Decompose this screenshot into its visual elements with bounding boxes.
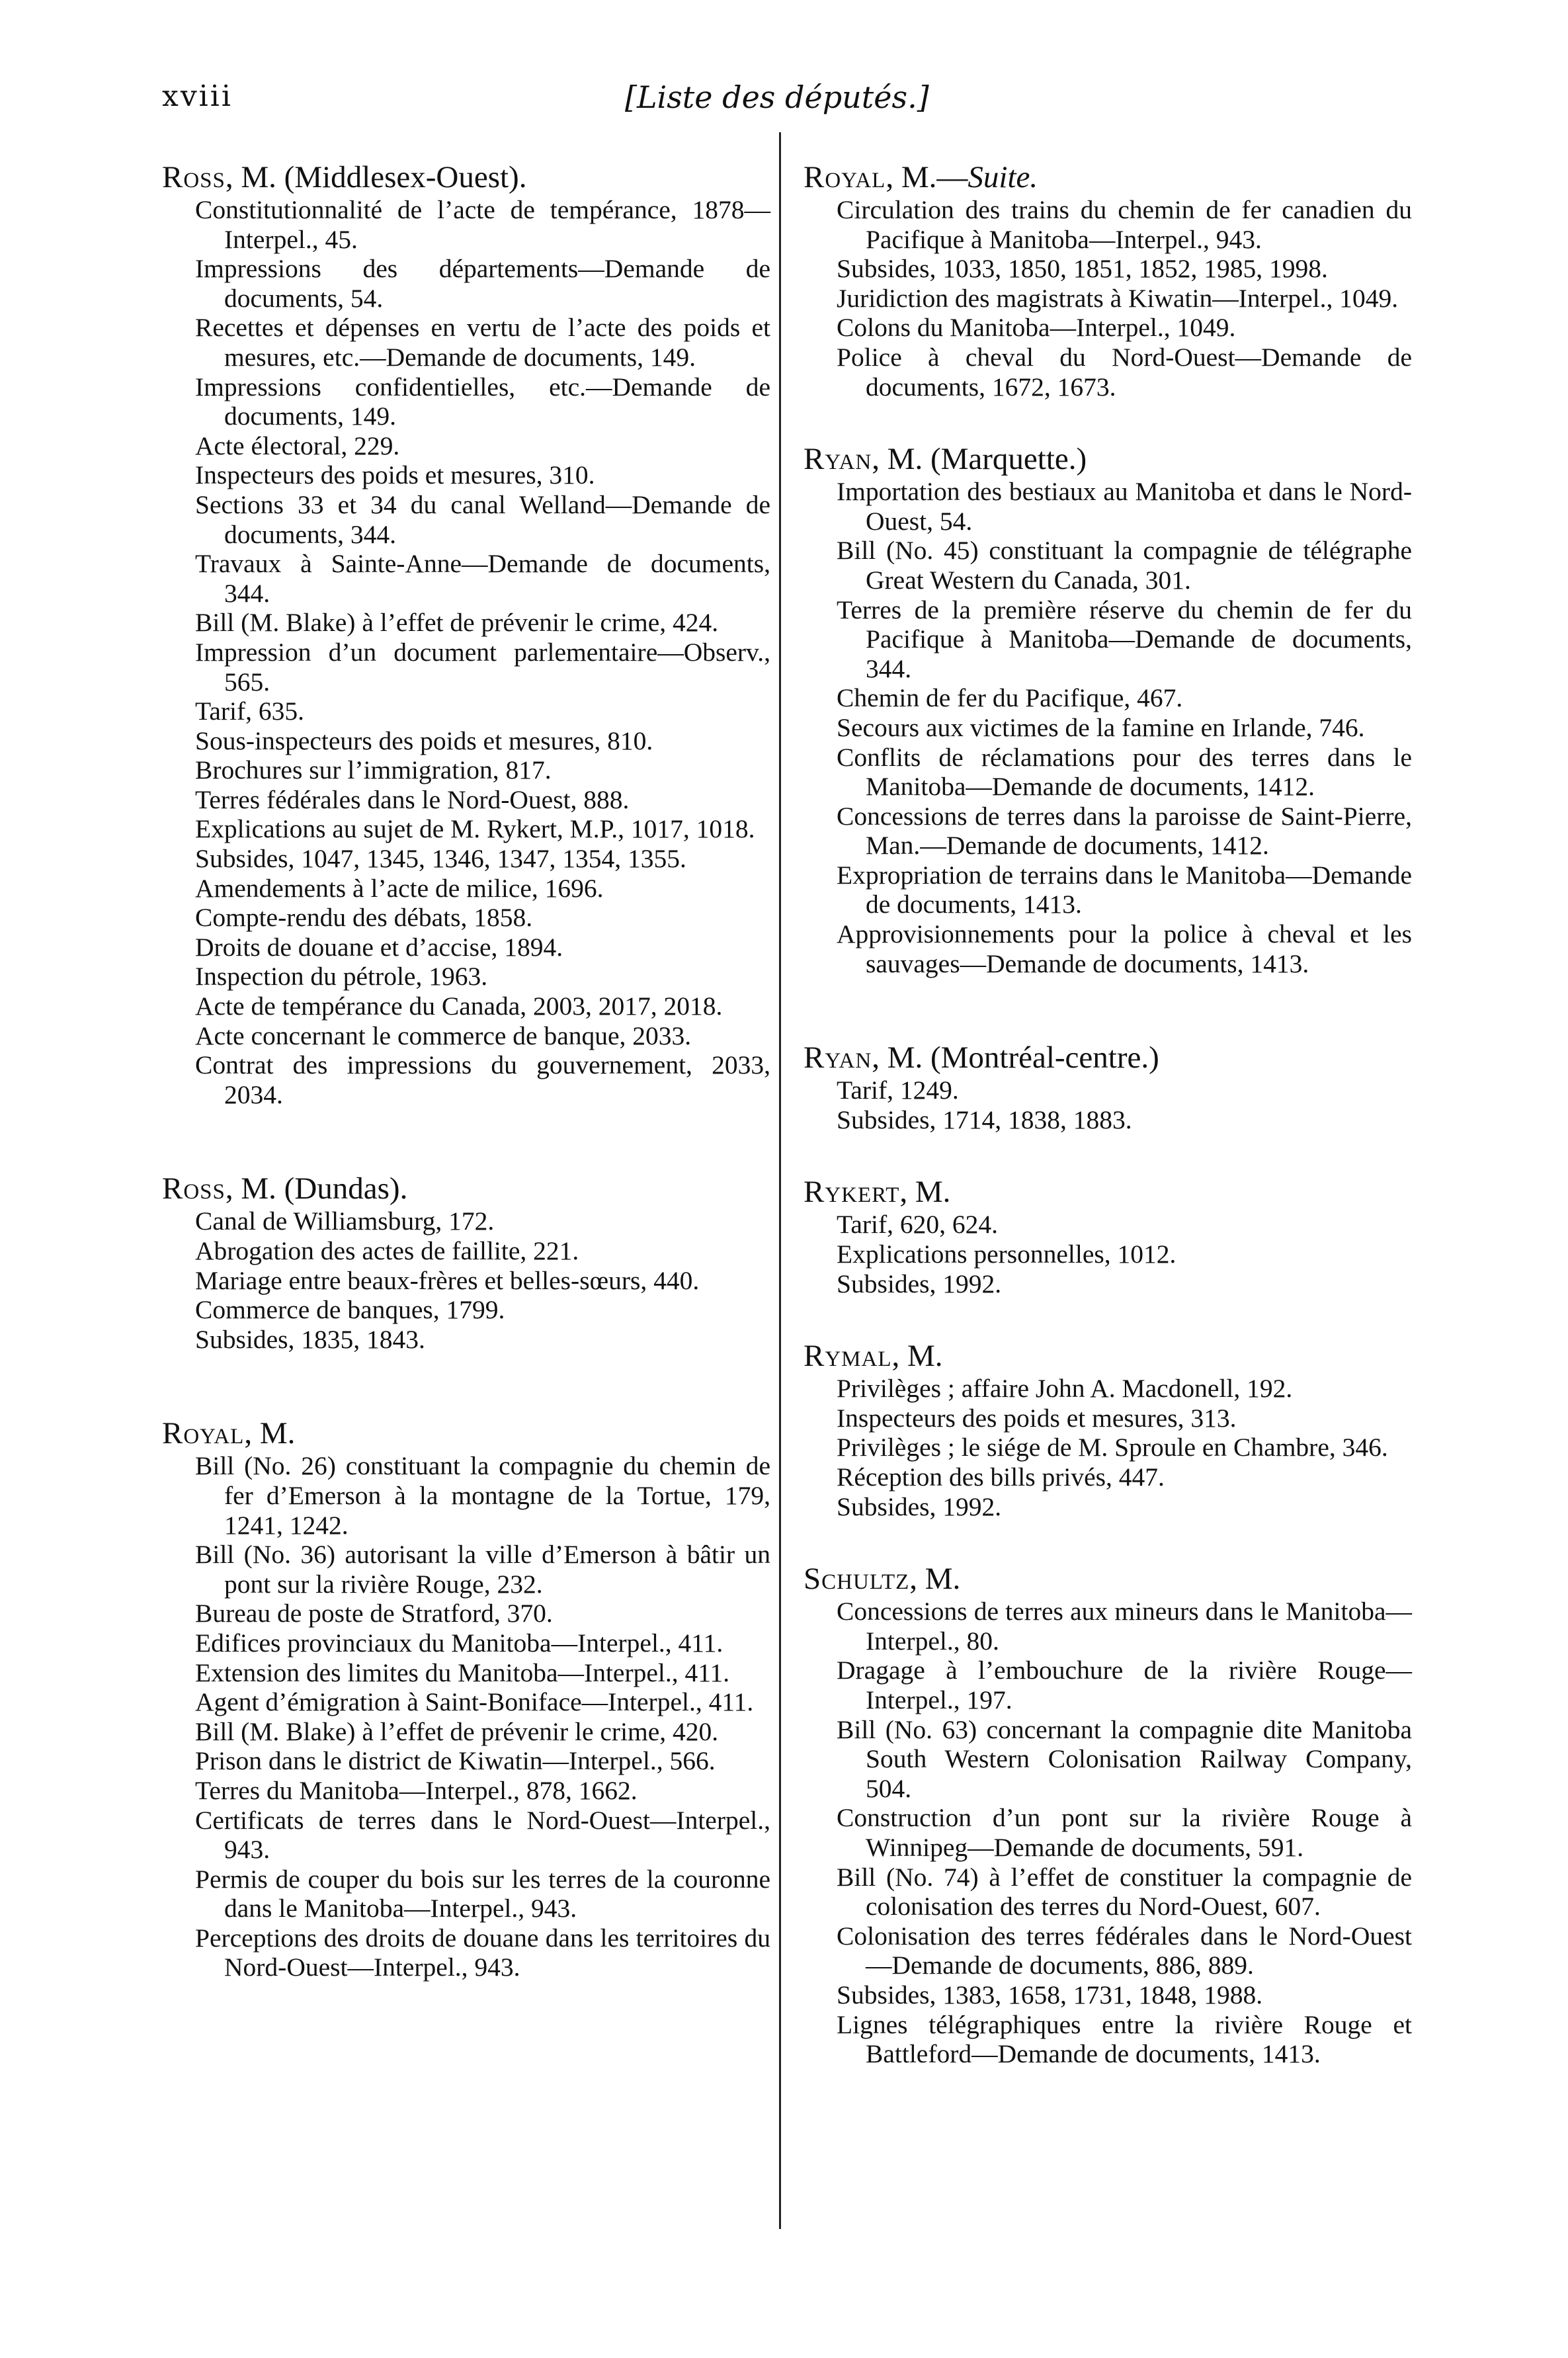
member-riding: , M.— bbox=[886, 160, 968, 194]
member-name: Rykert bbox=[804, 1175, 900, 1210]
reference-item: Privilèges ; le siége de M. Sproule en Chambre, 346. bbox=[837, 1433, 1388, 1462]
reference-item: Sections 33 et 34 du canal Welland—Demande de documents, 344. bbox=[195, 489, 770, 549]
reference-item: Inspecteurs des poids et mesures, 313. bbox=[837, 1403, 1237, 1433]
reference-item: Bill (M. Blake) à l’effet de prévenir le crime, 420. bbox=[195, 1716, 719, 1746]
reference-list bbox=[804, 1075, 1412, 1134]
reference-item: Acte électoral, 229. bbox=[195, 431, 400, 460]
member-entry bbox=[162, 161, 770, 1109]
reference-list bbox=[162, 1206, 770, 1354]
member-riding: , M. bbox=[899, 1175, 951, 1210]
member-heading bbox=[162, 1172, 770, 1205]
reference-item: Recettes et dépenses en vertu de l’acte des poids et mesures, etc.—Demande de documents, 149. bbox=[195, 313, 770, 372]
member-name: Rymal bbox=[804, 1339, 892, 1374]
reference-list bbox=[162, 1451, 770, 1982]
reference-item: Sous-inspecteurs des poids et mesures, 810. bbox=[195, 726, 653, 755]
reference-item: Subsides, 1714, 1838, 1883. bbox=[837, 1105, 1132, 1134]
reference-item: Amendements à l’acte de milice, 1696. bbox=[195, 873, 604, 903]
reference-item: Privilèges ; affaire John A. Macdonell, 192. bbox=[837, 1374, 1293, 1404]
column-divider bbox=[779, 132, 781, 2229]
reference-item: Terres du Manitoba—Interpel., 878, 1662. bbox=[195, 1775, 638, 1805]
reference-item: Circulation des trains du chemin de fer canadien du Pacifique à Manitoba—Interpel., 943. bbox=[837, 195, 1412, 254]
member-riding: , M. bbox=[891, 1339, 943, 1374]
reference-item: Abrogation des actes de faillite, 221. bbox=[195, 1236, 579, 1265]
reference-item: Importation des bestiaux au Manitoba et dans le Nord-Ouest, 54. bbox=[837, 477, 1412, 536]
reference-item: Inspection du pétrole, 1963. bbox=[195, 962, 488, 991]
reference-item: Brochures sur l’immigration, 817. bbox=[195, 755, 552, 785]
reference-item: Construction d’un pont sur la rivière Rouge à Winnipeg—Demande de documents, 591. bbox=[837, 1803, 1412, 1862]
continuation-label: Suite. bbox=[968, 160, 1038, 194]
reference-item: Perceptions des droits de douane dans les territoires du Nord-Ouest—Interpel., 943. bbox=[195, 1923, 770, 1982]
right-column bbox=[804, 161, 1412, 2132]
reference-list bbox=[804, 1597, 1412, 2069]
reference-item: Tarif, 1249. bbox=[837, 1075, 959, 1105]
reference-item: Permis de couper du bois sur les terres de la couronne dans le Manitoba—Interpel., 943. bbox=[195, 1864, 770, 1923]
member-heading bbox=[804, 1041, 1412, 1074]
reference-item: Agent d’émigration à Saint-Boniface—Interpel., 411. bbox=[195, 1687, 754, 1717]
member-riding: , M. bbox=[909, 1562, 961, 1597]
member-name: Ross bbox=[162, 160, 226, 194]
member-riding: , M. (Middlesex-Ouest). bbox=[225, 160, 527, 194]
reference-list bbox=[804, 477, 1412, 978]
member-riding: , M. (Montréal-centre.) bbox=[872, 1040, 1159, 1075]
reference-item: Subsides, 1047, 1345, 1346, 1347, 1354, 1355. bbox=[195, 844, 686, 874]
reference-item: Droits de douane et d’accise, 1894. bbox=[195, 932, 563, 962]
member-entry bbox=[804, 1175, 1412, 1298]
reference-item: Bill (No. 45) constituant la compagnie de télégraphe Great Western du Canada, 301. bbox=[837, 536, 1412, 595]
reference-item: Terres de la première réserve du chemin de fer du Pacifique à Manitoba—Demande de documents, 344. bbox=[837, 595, 1412, 683]
reference-item: Réception des bills privés, 447. bbox=[837, 1462, 1165, 1492]
member-heading bbox=[804, 442, 1412, 476]
left-column bbox=[162, 161, 770, 2045]
member-entry bbox=[162, 1417, 770, 1982]
member-name: Ryan bbox=[804, 1040, 872, 1075]
reference-item: Impressions des départements—Demande de documents, 54. bbox=[195, 254, 770, 313]
member-entry bbox=[804, 1041, 1412, 1134]
reference-item: Constitutionnalité de l’acte de tempérance, 1878—Interpel., 45. bbox=[195, 195, 770, 254]
reference-item: Colons du Manitoba—Interpel., 1049. bbox=[837, 313, 1236, 343]
reference-item: Tarif, 620, 624. bbox=[837, 1210, 999, 1240]
reference-item: Commerce de banques, 1799. bbox=[195, 1295, 505, 1325]
reference-item: Approvisionnements pour la police à cheval et les sauvages—Demande de documents, 1413. bbox=[837, 919, 1412, 978]
reference-item: Subsides, 1835, 1843. bbox=[195, 1324, 425, 1354]
reference-item: Concessions de terres dans la paroisse de Saint-Pierre, Man.—Demande de documents, 1412. bbox=[837, 801, 1412, 861]
page-number: xviii bbox=[162, 79, 233, 113]
reference-item: Bill (No. 74) à l’effet de constituer la compagnie de colonisation des terres du Nord-Ouest, 607. bbox=[837, 1862, 1412, 1921]
member-heading bbox=[162, 1417, 770, 1450]
reference-list bbox=[804, 195, 1412, 401]
member-name: Royal bbox=[162, 1416, 245, 1451]
reference-item: Terres fédérales dans le Nord-Ouest, 888. bbox=[195, 784, 630, 814]
reference-item: Contrat des impressions du gouvernement, 2033, 2034. bbox=[195, 1050, 770, 1109]
reference-item: Extension des limites du Manitoba—Interpel., 411. bbox=[195, 1658, 730, 1687]
reference-item: Bureau de poste de Stratford, 370. bbox=[195, 1599, 553, 1628]
reference-list bbox=[804, 1210, 1412, 1298]
member-heading bbox=[804, 161, 1412, 194]
member-name: Ryan bbox=[804, 442, 872, 477]
reference-item: Concessions de terres aux mineurs dans le Manitoba—Interpel., 80. bbox=[837, 1597, 1412, 1656]
reference-item: Prison dans le district de Kiwatin—Interpel., 566. bbox=[195, 1746, 716, 1776]
member-heading bbox=[804, 1175, 1412, 1208]
reference-item: Explications personnelles, 1012. bbox=[837, 1240, 1176, 1269]
reference-item: Subsides, 1992. bbox=[837, 1492, 1002, 1521]
reference-item: Secours aux victimes de la famine en Irlande, 746. bbox=[837, 712, 1365, 742]
reference-list bbox=[162, 195, 770, 1109]
reference-item: Chemin de fer du Pacifique, 467. bbox=[837, 683, 1183, 713]
member-entry bbox=[804, 1339, 1412, 1521]
member-entry bbox=[162, 1172, 770, 1354]
reference-item: Inspecteurs des poids et mesures, 310. bbox=[195, 460, 595, 490]
member-name: Royal bbox=[804, 160, 886, 194]
reference-item: Bill (No. 36) autorisant la ville d’Emerson à bâtir un pont sur la rivière Rouge, 232. bbox=[195, 1540, 770, 1599]
member-entry bbox=[804, 161, 1412, 401]
reference-item: Travaux à Sainte-Anne—Demande de documents, 344. bbox=[195, 549, 770, 608]
reference-item: Acte de tempérance du Canada, 2003, 2017, 2018. bbox=[195, 991, 723, 1021]
member-riding: , M. (Marquette.) bbox=[872, 442, 1087, 477]
reference-item: Mariage entre beaux-frères et belles-sœurs, 440. bbox=[195, 1265, 700, 1295]
reference-item: Expropriation de terrains dans le Manitoba—Demande de documents, 1413. bbox=[837, 860, 1412, 919]
reference-item: Juridiction des magistrats à Kiwatin—Interpel., 1049. bbox=[837, 283, 1399, 313]
reference-item: Canal de Williamsburg, 172. bbox=[195, 1206, 495, 1236]
member-name: Ross bbox=[162, 1171, 226, 1206]
reference-item: Conflits de réclamations pour des terres dans le Manitoba—Demande de documents, 1412. bbox=[837, 742, 1412, 802]
member-entry bbox=[804, 442, 1412, 978]
member-heading bbox=[804, 1562, 1412, 1595]
reference-item: Police à cheval du Nord-Ouest—Demande de documents, 1672, 1673. bbox=[837, 342, 1412, 401]
page-header bbox=[162, 79, 1432, 132]
reference-item: Certificats de terres dans le Nord-Ouest—Interpel., 943. bbox=[195, 1805, 770, 1865]
reference-item: Impressions confidentielles, etc.—Demande de documents, 149. bbox=[195, 372, 770, 431]
member-name: Schultz bbox=[804, 1562, 910, 1597]
reference-item: Subsides, 1992. bbox=[837, 1269, 1002, 1298]
reference-item: Explications au sujet de M. Rykert, M.P., 1017, 1018. bbox=[195, 814, 755, 844]
reference-item: Subsides, 1383, 1658, 1731, 1848, 1988. bbox=[837, 1980, 1263, 2009]
reference-item: Tarif, 635. bbox=[195, 696, 305, 726]
reference-item: Bill (M. Blake) à l’effet de prévenir le crime, 424. bbox=[195, 608, 719, 638]
reference-item: Bill (No. 26) constituant la compagnie du chemin de fer d’Emerson à la montagne de la Tortue, 179, 1241, 1242. bbox=[195, 1451, 770, 1540]
member-riding: , M. bbox=[244, 1416, 296, 1451]
reference-item: Subsides, 1033, 1850, 1851, 1852, 1985, 1998. bbox=[837, 254, 1328, 284]
reference-item: Dragage à l’embouchure de la rivière Rouge—Interpel., 197. bbox=[837, 1656, 1412, 1714]
member-riding: , M. (Dundas). bbox=[225, 1171, 408, 1206]
member-entry bbox=[804, 1562, 1412, 2069]
reference-item: Acte concernant le commerce de banque, 2033. bbox=[195, 1021, 692, 1050]
reference-item: Bill (No. 63) concernant la compagnie dite Manitoba South Western Colonisation Railway Company, 504. bbox=[837, 1714, 1412, 1803]
reference-list bbox=[804, 1374, 1412, 1521]
member-heading bbox=[162, 161, 770, 194]
reference-item: Compte-rendu des débats, 1858. bbox=[195, 903, 533, 933]
reference-item: Edifices provinciaux du Manitoba—Interpel., 411. bbox=[195, 1628, 723, 1658]
reference-item: Impression d’un document parlementaire—Observ., 565. bbox=[195, 637, 770, 696]
reference-item: Colonisation des terres fédérales dans le Nord-Ouest—Demande de documents, 886, 889. bbox=[837, 1921, 1412, 1980]
member-heading bbox=[804, 1339, 1412, 1372]
reference-item: Lignes télégraphiques entre la rivière Rouge et Battleford—Demande de documents, 1413. bbox=[837, 2009, 1412, 2069]
running-title: [Liste des députés.] bbox=[625, 79, 929, 115]
